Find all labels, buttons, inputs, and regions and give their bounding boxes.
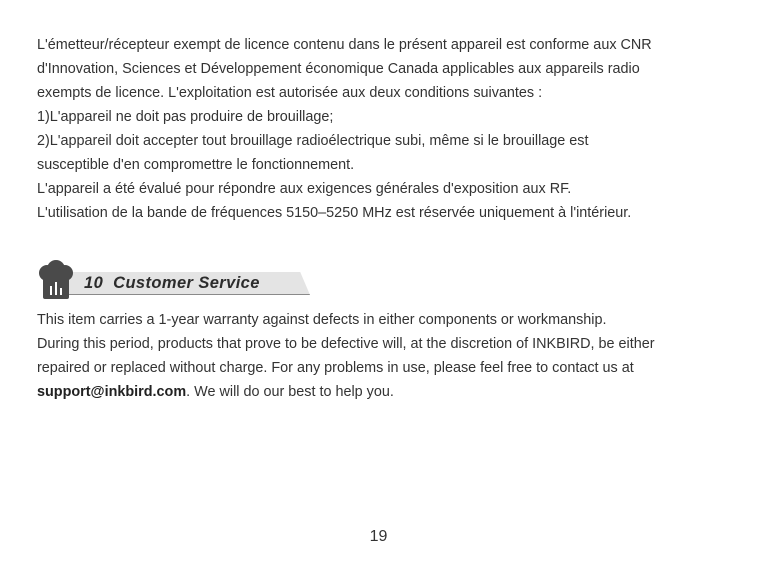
service-line: repaired or replaced without charge. For any problems in use, please feel free to contact us at bbox=[37, 360, 634, 376]
notice-line: d'Innovation, Sciences et Développement économique Canada applicables aux appareils radio bbox=[37, 61, 640, 77]
notice-line: 2)L'appareil doit accepter tout brouillage radioélectrique subi, même si le brouillage est bbox=[37, 133, 589, 149]
service-line: During this period, products that prove to be defective will, at the discretion of INKBIRD, be either bbox=[37, 336, 655, 352]
notice-line: 1)L'appareil ne doit pas produire de brouillage; bbox=[37, 109, 334, 125]
section-number: 10 bbox=[84, 274, 104, 292]
page-number: 19 bbox=[369, 528, 388, 545]
notice-line: L'appareil a été évalué pour répondre aux exigences générales d'exposition aux RF. bbox=[37, 181, 572, 197]
chef-hat-icon bbox=[36, 260, 76, 300]
section-header bbox=[36, 258, 276, 300]
notice-line: L'émetteur/récepteur exempt de licence contenu dans le présent appareil est conforme aux CNR bbox=[37, 37, 652, 53]
notice-line: susceptible d'en compromettre le fonctionnement. bbox=[37, 157, 355, 173]
notice-line: L'utilisation de la bande de fréquences 5150–5250 MHz est réservée uniquement à l'intérieur. bbox=[37, 205, 632, 221]
service-line-end: . We will do our best to help you. bbox=[186, 384, 394, 400]
french-regulatory-notice bbox=[37, 33, 737, 225]
customer-service-text bbox=[37, 308, 737, 404]
support-email: support@inkbird.com bbox=[37, 384, 187, 400]
service-line: This item carries a 1-year warranty against defects in either components or workmanship. bbox=[37, 312, 607, 328]
section-title bbox=[84, 274, 260, 293]
notice-line: exempts de licence. L'exploitation est autorisée aux deux conditions suivantes : bbox=[37, 85, 543, 101]
section-title-text: Customer Service bbox=[113, 274, 260, 292]
service-line-contact bbox=[37, 380, 737, 404]
